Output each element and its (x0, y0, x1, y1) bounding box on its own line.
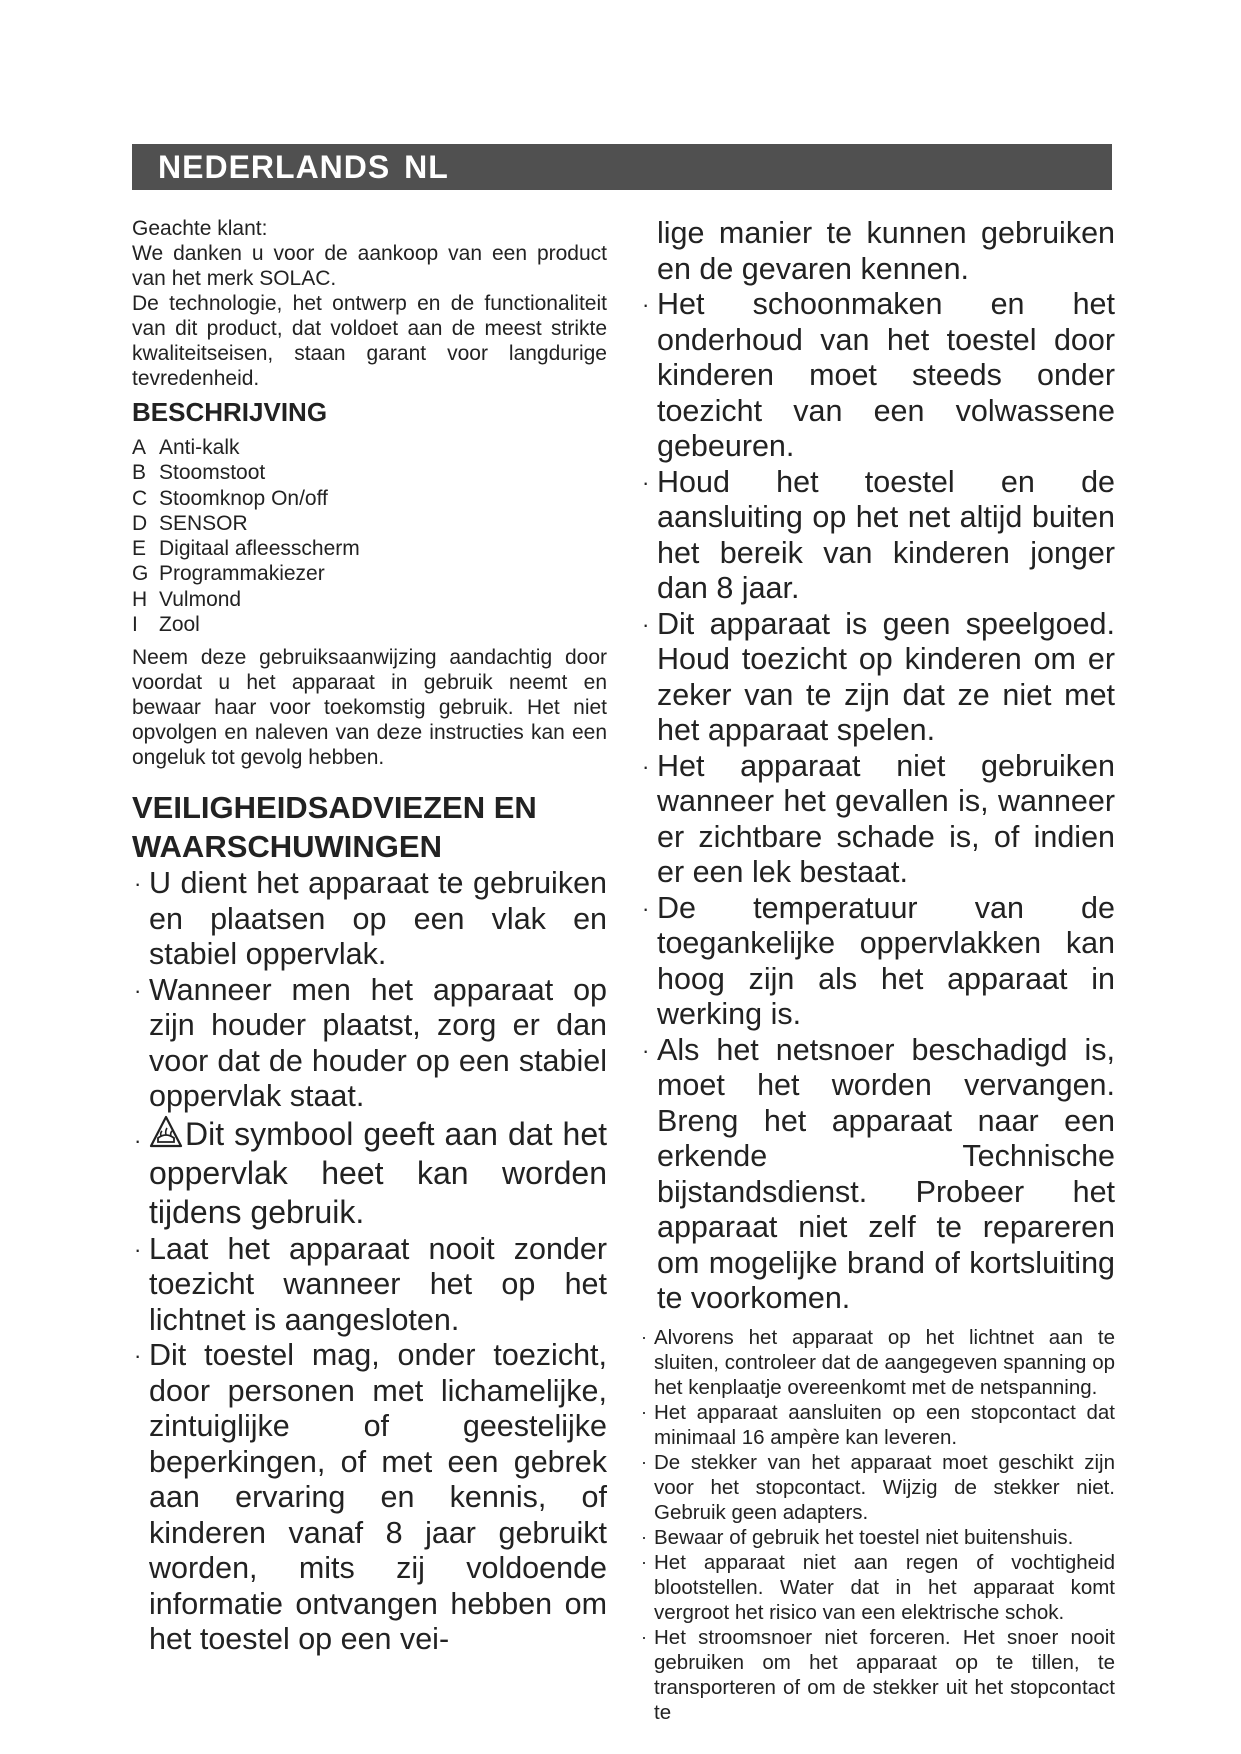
thanks-paragraph: We danken u voor de aankoop van een product van het merk SOLAC. (132, 242, 607, 290)
greeting: Geachte klant: (132, 217, 268, 240)
bullet: · (641, 1401, 647, 1422)
item-label: Anti-kalk (159, 436, 240, 459)
safety-item-small: · Alvorens het apparaat op het lichtnet aan te sluiten, controleer dat de aangegeven spanning op het kenplaatje overeenkomt met de netspanning. (641, 1325, 1115, 1399)
safety-item-small: · Bewaar of gebruik het toestel niet buitenshuis. (641, 1525, 1074, 1549)
bullet: · (134, 977, 142, 1003)
safety-item: · Dit toestel mag, onder toezicht, door personen met lichamelijke, zintuiglijke of geestelijke beperkingen, of met een gebrek aan ervaring en kennis, of kinderen vanaf 8 jaar gebruikt worden, mits zij voldoende informatie ontvangen hebben om het toestel op een vei- (134, 1338, 607, 1657)
safety-item: · Als het netsnoer beschadigd is, moet het worden vervangen. Breng het apparaat naar een erkende Technische bijstandsdienst. Probeer het apparaat niet zelf te repareren om mogelijke brand of kortsluiting te voorkomen. (642, 1032, 1115, 1315)
list-item (132, 511, 607, 536)
bullet: · (641, 1526, 647, 1547)
list-item (132, 435, 607, 460)
safety-item: · U dient het apparaat te gebruiken en plaatsen op een vlak en stabiel oppervlak. (134, 866, 607, 972)
item-key: G (132, 562, 149, 586)
instructions-note: Neem deze gebruiksaanwijzing aandachtig door voordat u het apparaat in gebruik neemt en bewaar haar voor toekomstig gebruik. Het niet opvolgen en naleven van deze instructies kan een ongeluk tot gevolg hebben. (132, 646, 607, 770)
item-label: Digitaal afleesscherm (159, 537, 360, 561)
left-column (132, 216, 607, 1658)
item-key: D (132, 511, 148, 535)
bullet: · (641, 1326, 647, 1347)
safety-item-small: · Het apparaat niet aan regen of vochtigheid blootstellen. Water dat in het apparaat komt vergroot het risico van een elektrische schok. (641, 1550, 1115, 1624)
bullet: · (134, 1127, 142, 1153)
item-key: A (132, 436, 147, 459)
bullet: · (641, 1451, 647, 1472)
list-item (132, 561, 607, 586)
safety-item: · Laat het apparaat nooit zonder toezicht wanneer het op het lichtnet is aangesloten. (134, 1231, 607, 1337)
bullet: · (642, 753, 650, 779)
bullet: · (642, 895, 650, 921)
item-key: C (132, 486, 148, 510)
safety-heading (132, 788, 607, 866)
item-label: Vulmond (159, 587, 242, 611)
bullet: · (642, 469, 650, 495)
list-item (132, 536, 607, 561)
right-column (640, 216, 1115, 1725)
safety-item: · Wanneer men het apparaat op zijn houder plaatst, zorg er dan voor dat de houder op een stabiel oppervlak staat. (134, 972, 607, 1114)
item-key: B (132, 461, 147, 485)
safety-heading-line1: VEILIGHEIDSADVIEZEN EN (132, 790, 537, 826)
item-key: E (132, 537, 147, 561)
language-header-title: NEDERLANDS NL (158, 149, 449, 185)
item-label: Programmakiezer (159, 562, 325, 586)
safety-item: · De temperatuur van de toegankelijke oppervlakken kan hoog zijn als het apparaat in werking is. (642, 890, 1115, 1031)
safety-item-hot-surface: · Dit symbool geeft aan dat het oppervlak heet kan worden tijdens gebruik. (134, 1115, 607, 1230)
safety-item-small: · Het apparaat aansluiten op een stopcontact dat minimaal 16 ampère kan leveren. (641, 1400, 1115, 1449)
bullet: · (642, 1037, 650, 1063)
safety-heading-line2: WAARSCHUWINGEN (132, 829, 442, 865)
technology-paragraph: De technologie, het ontwerp en de functionaliteit van dit product, dat voldoet aan de meest strikte kwaliteitseisen, staan garant voor langdurige tevredenheid. (132, 292, 607, 390)
bullet: · (641, 1626, 647, 1647)
safety-item: · Houd het toestel en de aansluiting op het net altijd buiten het bereik van kinderen jonger dan 8 jaar. (642, 464, 1115, 605)
safety-item-small: · Het stroomsnoer niet forceren. Het snoer nooit gebruiken om het apparaat op te tillen, te transporteren of om de stekker uit het stopcontact te (641, 1625, 1115, 1724)
list-item (132, 486, 607, 511)
item-key: I (132, 613, 138, 637)
item-label: SENSOR (159, 511, 248, 535)
description-heading: BESCHRIJVING (132, 397, 328, 427)
safety-item-small: · De stekker van het apparaat moet geschikt zijn voor het stopcontact. Wijzig de stekker niet. Gebruik geen adapters. (641, 1450, 1115, 1524)
language-header-bar (132, 144, 1112, 190)
safety-item: · Het apparaat niet gebruiken wanneer het gevallen is, wanneer er zichtbare schade is, of indien er een lek bestaat. (642, 748, 1115, 889)
bullet: · (641, 1551, 647, 1572)
safety-item: · Dit apparaat is geen speelgoed. Houd toezicht op kinderen om er zeker van te zijn dat ze niet met het apparaat spelen. (642, 606, 1115, 747)
bullet: · (642, 611, 650, 637)
list-item (132, 460, 607, 485)
description-list (132, 435, 607, 637)
item-key: H (132, 587, 148, 611)
item-label: Stoomknop On/off (159, 486, 328, 510)
bullet: · (134, 1343, 142, 1369)
safety-item-continuation: lige manier te kunnen gebruiken en de gevaren kennen. (657, 216, 1115, 286)
bullet: · (134, 1236, 142, 1262)
list-item (132, 587, 607, 612)
list-item (132, 612, 607, 637)
safety-item: · Het schoonmaken en het onderhoud van het toestel door kinderen moet steeds onder toezicht van een volwassene gebeuren. (642, 287, 1115, 463)
bullet: · (642, 292, 650, 317)
bullet: · (134, 871, 142, 897)
item-label: Stoomstoot (159, 461, 266, 485)
hot-surface-icon (149, 1115, 183, 1149)
item-label: Zool (159, 613, 200, 637)
